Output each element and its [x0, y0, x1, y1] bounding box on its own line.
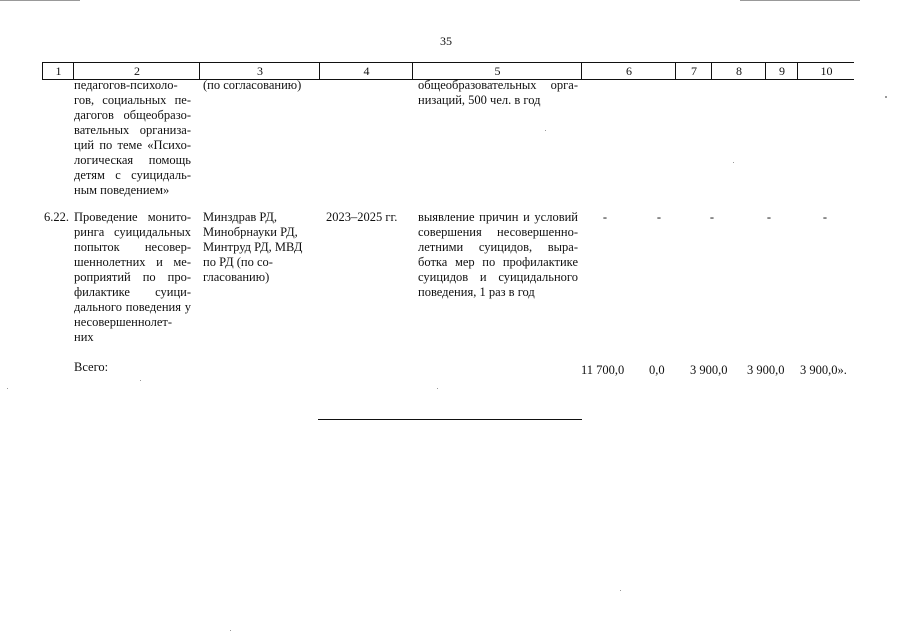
expected-result-text: выявление причин и условий совершения несовершенно-летними суицидов, выра-ботка мер по профилактике суицидов и суицидального поведения, 1 раз в год [418, 210, 578, 299]
header-cell-5: 5 [412, 63, 582, 79]
value-col10: - [822, 210, 828, 224]
scan-speck [140, 380, 141, 381]
scan-speck [230, 630, 231, 631]
scan-speck [545, 130, 546, 131]
total-col9: 3 900,0 [747, 363, 785, 377]
continued-result-text: общеобразовательных орга-низаций, 500 чел. в год [418, 78, 578, 107]
header-cell-7: 7 [675, 63, 712, 79]
scan-speck [885, 96, 887, 98]
row-number: 6.22. [44, 210, 69, 224]
period-text: 2023–2025 гг. [326, 210, 398, 224]
total-label: Всего: [74, 360, 109, 374]
header-cell-2: 2 [73, 63, 200, 79]
header-cell-3: 3 [199, 63, 320, 79]
value-col8: - [709, 210, 715, 224]
value-col7: - [656, 210, 662, 224]
total-col8: 3 900,0 [690, 363, 728, 377]
header-cell-8: 8 [711, 63, 766, 79]
continued-participants-text: педагогов-психоло-гов, социальных пе-дагогов общеобразо-вательных организа-ций по теме «Психо-логическая помощь детям с суицидаль-ным поведением» [74, 78, 191, 197]
header-cell-1: 1 [42, 63, 74, 79]
page-number: 35 [440, 34, 452, 48]
continued-executor-text: (по согласованию) [203, 78, 302, 92]
scan-speck [620, 590, 621, 591]
scan-speck [7, 388, 8, 389]
end-rule [318, 419, 582, 420]
header-cell-10: 10 [797, 63, 855, 79]
scan-edge-line-left [0, 0, 80, 1]
value-col6: - [602, 210, 608, 224]
total-col6: 11 700,0 [581, 363, 625, 377]
scan-edge-line-right [740, 0, 860, 1]
scan-speck [437, 388, 438, 389]
header-cell-9: 9 [765, 63, 798, 79]
executors-text: Минздрав РД, Минобрнауки РД, Минтруд РД, МВД по РД (по со-гласованию) [203, 210, 303, 284]
header-cell-6: 6 [581, 63, 676, 79]
scan-speck [733, 162, 734, 163]
value-col9: - [766, 210, 772, 224]
activity-text: Проведение монито-ринга суицидальных попыток несовер-шеннолетних и ме-роприятий по про-филактике суици-дального поведения у несовершеннолет-них [74, 210, 191, 344]
total-col7: 0,0 [649, 363, 665, 377]
header-cell-4: 4 [319, 63, 413, 79]
total-col10: 3 900,0». [800, 363, 847, 377]
